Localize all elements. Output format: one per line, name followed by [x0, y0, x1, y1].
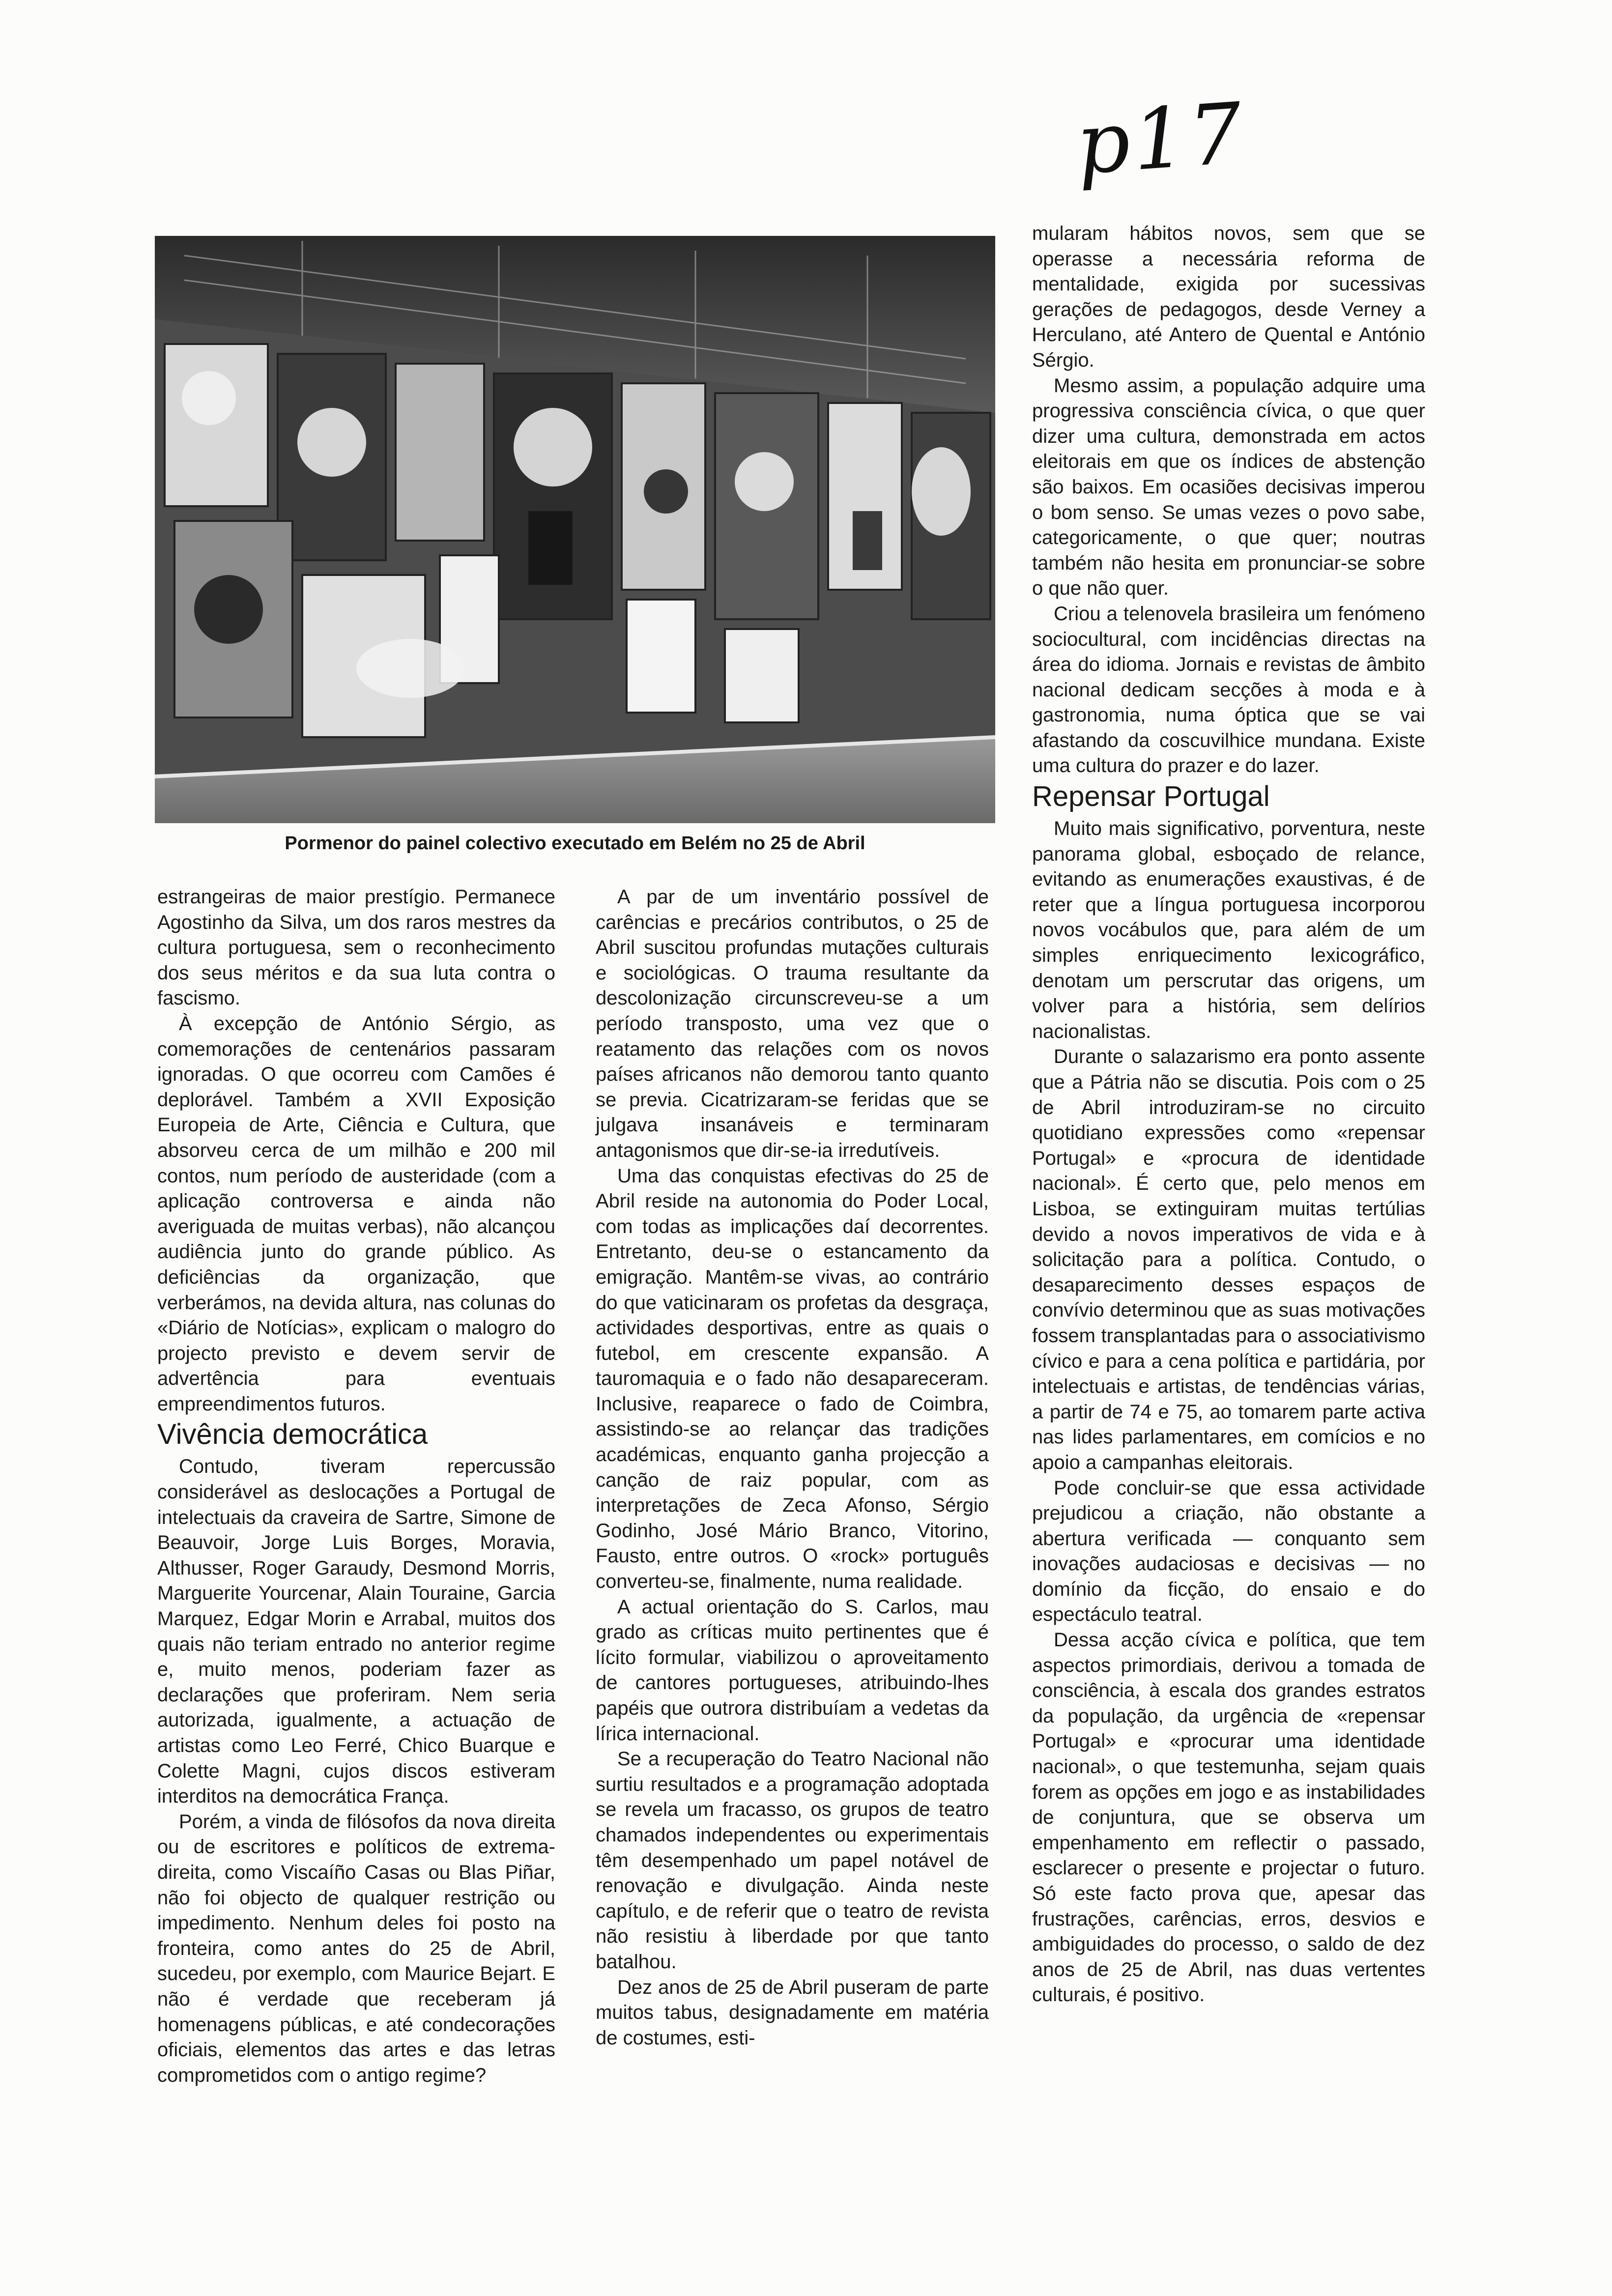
paragraph: A actual orientação do S. Carlos, mau grado as críticas muito pertinentes que é lícito formular, viabilizou o aproveitamento de cantores portugueses, atribuindo-lhes papéis que outrora distribuíam a vedetas da lírica internacional.	[596, 1596, 989, 1745]
article-column-3	[1032, 221, 1425, 2008]
paragraph: mularam hábitos novos, sem que se operasse a necessária reforma de mentalidade, exigida por sucessivas gerações de pedagogos, desde Verney a Herculano, até Antero de Quental e António Sérgio.	[1032, 223, 1425, 371]
photo-caption: Pormenor do painel colectivo executado em Belém no 25 de Abril	[285, 833, 865, 854]
handwritten-page-mark: p17	[1073, 85, 1248, 194]
mural-photo	[155, 236, 995, 823]
paragraph: Pode concluir-se que essa actividade prejudicou a criação, não obstante a abertura verificada — conquanto sem inovações audaciosas e decisivas — no domínio da ficção, do ensaio e do espectáculo teatral.	[1032, 1477, 1425, 1626]
paragraph: Porém, a vinda de filósofos da nova direita ou de escritores e políticos de extrema-direita, como Viscaíño Casas ou Blas Piñar, não foi objecto de qualquer restrição ou impedimento. Nenhum deles foi posto na fronteira, como antes do 25 de Abril, sucedeu, por exemplo, com Maurice Bejart. E não é verdade que receberam já homenagens públicas, e até condecorações oficiais, elementos das artes e das letras comprometidos com o antigo regime?	[157, 1810, 555, 2086]
paragraph: Uma das conquistas efectivas do 25 de Abril reside na autonomia do Poder Local, com todas as implicações daí decorrentes. Entretanto, deu-se o estancamento da emigração. Mantêm-se vivas, ao contrário do que vaticinaram os profetas da desgraça, actividades desportivas, entre as quais o futebol, em crescente expansão. A tauromaquia e o fado não desapareceram. Inclusive, reaparece o fado de Coimbra, assistindo-se ao relançar das tradições académicas, enquanto ganha projecção a canção de raiz popular, com as interpretações de Zeca Afonso, Sérgio Godinho, José Mário Branco, Vitorino, Fausto, entre outros. O «rock» português converteu-se, finalmente, numa realidade.	[596, 1165, 989, 1593]
article-column-2	[596, 885, 989, 2051]
paragraph: Dez anos de 25 de Abril puseram de parte muitos tabus, designadamente em matéria de costumes, esti-	[596, 1976, 989, 2049]
paragraph: Mesmo assim, a população adquire uma progressiva consciência cívica, o que quer dizer uma cultura, demonstrada em actos eleitorais em que os índices de abstenção são baixos. Em ocasiões decisivas imperou o bom senso. Se umas vezes o povo sabe, categoricamente, o que quer; noutras também não hesita em pronunciar-se sobre o que não quer.	[1032, 374, 1425, 600]
mural-photo-image	[155, 236, 995, 823]
paragraph: À excepção de António Sérgio, as comemorações de centenários passaram ignoradas. O que ocorreu com Camões é deplorável. Também a XVII Exposição Europeia de Arte, Ciência e Cultura, que absorveu cerca de um milhão e 200 mil contos, num período de austeridade (com a aplicação controversa e ainda não averiguada de muitas verbas), não alcançou audiência junto do grande público. As deficiências da organização, que verberámos, na devida altura, nas colunas do «Diário de Notícias», explicam o malogro do projecto previsto e devem servir de advertência para eventuais empreendimentos futuros.	[157, 1012, 555, 1415]
section-heading-vivencia: Vivência democrática	[157, 1418, 428, 1451]
article-column-1	[157, 885, 555, 2088]
paragraph: Durante o salazarismo era ponto assente que a Pátria não se discutia. Pois com o 25 de Abril introduziram-se no circuito quotidiano expressões como «repensar Portugal» e «procura de identidade nacional». É certo que, pelo menos em Lisboa, se extinguiram muitas tertúlias devido a novos imperativos de vida e à solicitação para a política. Contudo, o desaparecimento desses espaços de convívio determinou que as suas motivações fossem transplantadas para o associativismo cívico e para a cena política e partidária, por intelectuais e artistas, de tendências várias, a partir de 74 e 75, ao tomarem parte activa nas lides parlamentares, em comícios e no apoio a campanhas eleitorais.	[1032, 1046, 1425, 1473]
paragraph: Dessa acção cívica e política, que tem aspectos primordiais, derivou a tomada de consciência, à escala dos grandes estratos da população, da urgência de «repensar Portugal» e «procurar uma identidade nacional», o que testemunha, sejam quais forem as opções em jogo e as instabilidades de conjuntura, que se observa um empenhamento em reflectir o passado, esclarecer o presente e projectar o futuro. Só este facto prova que, apesar das frustrações, carências, erros, desvios e ambiguidades do processo, o saldo de dez anos de 25 de Abril, nas duas vertentes culturais, é positivo.	[1032, 1629, 1425, 2006]
paragraph: estrangeiras de maior prestígio. Permanece Agostinho da Silva, um dos raros mestres da cultura portuguesa, sem o reconhecimento dos seus méritos e da sua luta contra o fascismo.	[157, 886, 555, 1009]
paragraph: Muito mais significativo, porventura, neste panorama global, esboçado de relance, evitando as enumerações exaustivas, é de reter que a língua portuguesa incorporou novos vocábulos que, para além de um simples enriquecimento lexicográfico, denotam um perscrutar das origens, um volver para a história, sem delírios nacionalistas.	[1032, 818, 1425, 1042]
paragraph: Se a recuperação do Teatro Nacional não surtiu resultados e a programação adoptada se revela um fracasso, os grupos de teatro chamados independentes ou experimentais têm desempenhado um papel notável de renovação e divulgação. Ainda neste capítulo, e de referir que o teatro de revista não resistiu à liberdade por que tanto batalhou.	[596, 1748, 989, 1973]
paragraph: A par de um inventário possível de carências e precários contributos, o 25 de Abril suscitou profundas mutações culturais e sociológicas. O trauma resultante da descolonização circunscreveu-se a um período transposto, uma vez que o reatamento das relações com os novos países africanos não demorou tanto quanto se previa. Cicatrizaram-se feridas que se julgava insanáveis e terminaram antagonismos que dir-se-ia irredutíveis.	[596, 886, 989, 1161]
section-heading-repensar: Repensar Portugal	[1032, 780, 1270, 813]
paragraph: Criou a telenovela brasileira um fenómeno sociocultural, com incidências directas na área do idioma. Jornais e revistas de âmbito nacional dedicam secções à moda e à gastronomia, numa óptica que se vai afastando da coscuvilhice mundana. Existe uma cultura do prazer e do lazer.	[1032, 603, 1425, 777]
paragraph: Contudo, tiveram repercussão considerável as deslocações a Portugal de intelectuais da craveira de Sartre, Simone de Beauvoir, Jorge Luis Borges, Moravia, Althusser, Roger Garaudy, Desmond Morris, Marguerite Yourcenar, Alain Touraine, Garcia Marquez, Edgar Morin e Arrabal, muitos dos quais não teriam entrado no anterior regime e, muito menos, poderiam fazer as declarações que proferiram. Nem seria autorizada, igualmente, a actuação de artistas como Leo Ferré, Chico Buarque e Colette Magni, cujos discos estiveram interditos na democrática França.	[157, 1456, 555, 1808]
